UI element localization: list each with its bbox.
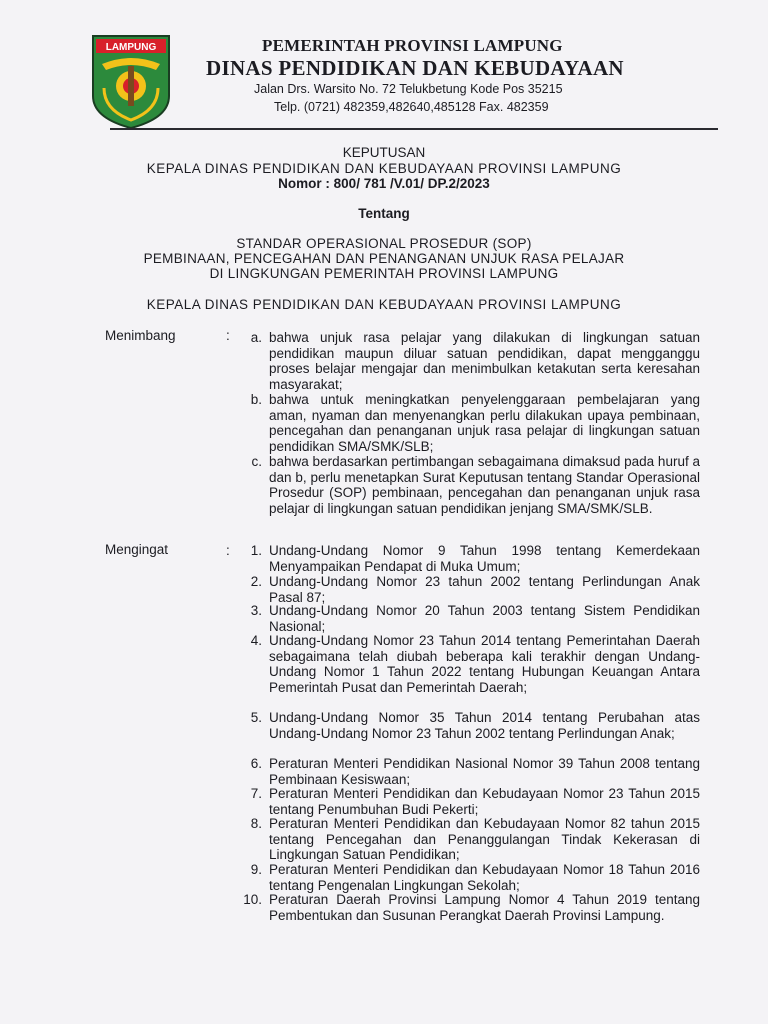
item-text: Undang-Undang Nomor 23 Tahun 2014 tentang Pemerintahan Daerah sebagaimana telah diubah beberapa kali terakhir dengan Undang-Undang Nomor 1 Tahun 2022 tentang Hubungan Keuangan Antara Pemerintah Pusat dan Pemerintah Daerah; bbox=[269, 633, 700, 695]
item-marker: c. bbox=[251, 454, 262, 469]
list-item bbox=[232, 862, 700, 893]
letterhead-address: Jalan Drs. Warsito No. 72 Telukbetung Kode Pos 35215 bbox=[254, 82, 563, 96]
item-marker: 9. bbox=[250, 862, 262, 877]
logo-text: LAMPUNG bbox=[105, 42, 157, 53]
lampung-emblem-logo bbox=[90, 30, 172, 130]
decree-subject-line-2: PEMBINAAN, PENCEGAHAN DAN PENANGANAN UNJUK RASA PELAJAR bbox=[143, 251, 625, 266]
decree-authority: KEPALA DINAS PENDIDIKAN DAN KEBUDAYAAN PROVINSI LAMPUNG bbox=[146, 297, 622, 312]
item-marker: 10. bbox=[243, 892, 262, 907]
list-item bbox=[232, 633, 700, 695]
list-item bbox=[232, 392, 700, 454]
item-text: Undang-Undang Nomor 9 Tahun 1998 tentang Kemerdekaan Menyampaikan Pendapat di Muka Umum; bbox=[269, 543, 700, 574]
letterhead-divider bbox=[110, 128, 718, 130]
item-text: Undang-Undang Nomor 35 Tahun 2014 tentang Perubahan atas Undang-Undang Nomor 23 Tahun 2002 tentang Perlindungan Anak; bbox=[269, 710, 700, 741]
item-marker: b. bbox=[250, 392, 262, 407]
letterhead-agency: DINAS PENDIDIKAN DAN KEBUDAYAAN bbox=[206, 56, 624, 80]
letterhead-phone: Telp. (0721) 482359,482640,485128 Fax. 482359 bbox=[274, 100, 549, 114]
item-marker: 8. bbox=[250, 816, 262, 831]
menimbang-colon: : bbox=[226, 328, 230, 343]
list-item bbox=[232, 330, 700, 392]
list-item bbox=[232, 710, 700, 741]
item-text: Peraturan Menteri Pendidikan Nasional Nomor 39 Tahun 2008 tentang Pembinaan Kesiswaan; bbox=[269, 756, 700, 787]
mengingat-label: Mengingat bbox=[105, 542, 169, 557]
decree-number: Nomor : 800/ 781 /V.01/ DP.2/2023 bbox=[278, 176, 490, 191]
list-item bbox=[232, 816, 700, 863]
item-marker: 6. bbox=[250, 756, 262, 771]
menimbang-label: Menimbang bbox=[105, 328, 176, 343]
decree-about-label: Tentang bbox=[358, 206, 410, 221]
item-text: Peraturan Daerah Provinsi Lampung Nomor 4 Tahun 2019 tentang Pembentukan dan Susunan Perangkat Daerah Provinsi Lampung. bbox=[269, 892, 700, 923]
letterhead-government: PEMERINTAH PROVINSI LAMPUNG bbox=[262, 36, 563, 55]
list-item bbox=[232, 574, 700, 605]
list-item bbox=[232, 543, 700, 574]
list-item bbox=[232, 454, 700, 516]
item-text: bahwa berdasarkan pertimbangan sebagaimana dimaksud pada huruf a dan b, perlu menetapkan Surat Keputusan tentang Standar Operasional Prosedur (SOP) pembinaan, pencegahan dan penanganan unjuk rasa pelajar di lingkungan satuan pendidikan jenjang SMA/SMK/SLB. bbox=[269, 454, 700, 516]
item-text: Undang-Undang Nomor 23 tahun 2002 tentang Perlindungan Anak Pasal 87; bbox=[269, 574, 700, 605]
item-text: bahwa untuk meningkatkan penyelenggaraan pembelajaran yang aman, nyaman dan menyenangkan perlu dilakukan upaya pembinaan, pencegahan dan penanganan unjuk rasa pelajar di lingkungan satuan pendidikan SMA/SMK/SLB; bbox=[269, 392, 700, 454]
item-marker: 4. bbox=[250, 633, 262, 648]
item-marker: 3. bbox=[250, 603, 262, 618]
mengingat-colon: : bbox=[226, 543, 230, 558]
decree-subject-line-1: STANDAR OPERASIONAL PROSEDUR (SOP) bbox=[236, 236, 532, 251]
item-marker: 1. bbox=[250, 543, 262, 558]
item-text: Peraturan Menteri Pendidikan dan Kebudayaan Nomor 18 Tahun 2016 tentang Pengenalan Lingkungan Sekolah; bbox=[269, 862, 700, 893]
item-text: Peraturan Menteri Pendidikan dan Kebudayaan Nomor 23 Tahun 2015 tentang Penumbuhan Budi Pekerti; bbox=[269, 786, 700, 817]
decree-heading: KEPUTUSAN bbox=[342, 145, 426, 160]
decree-issuer: KEPALA DINAS PENDIDIKAN DAN KEBUDAYAAN PROVINSI LAMPUNG bbox=[146, 161, 622, 176]
list-item bbox=[232, 892, 700, 923]
list-item bbox=[232, 756, 700, 787]
item-marker: 2. bbox=[250, 574, 262, 589]
item-text: Peraturan Menteri Pendidikan dan Kebudayaan Nomor 82 tahun 2015 tentang Pencegahan dan Penanggulangan Tindak Kekerasan di Lingkungan Satuan Pendidikan; bbox=[269, 816, 700, 863]
decree-subject-line-3: DI LINGKUNGAN PEMERINTAH PROVINSI LAMPUNG bbox=[209, 266, 559, 281]
item-marker: 5. bbox=[250, 710, 262, 725]
item-text: Undang-Undang Nomor 20 Tahun 2003 tentang Sistem Pendidikan Nasional; bbox=[269, 603, 700, 634]
list-item bbox=[232, 786, 700, 817]
list-item bbox=[232, 603, 700, 634]
item-text: bahwa unjuk rasa pelajar yang dilakukan di lingkungan satuan pendidikan maupun diluar satuan pendidikan, dapat mengganggu proses belajar mengajar dan menimbulkan ketakutan serta keresahan masyarakat; bbox=[269, 330, 700, 392]
item-marker: 7. bbox=[250, 786, 262, 801]
item-marker: a. bbox=[250, 330, 262, 345]
